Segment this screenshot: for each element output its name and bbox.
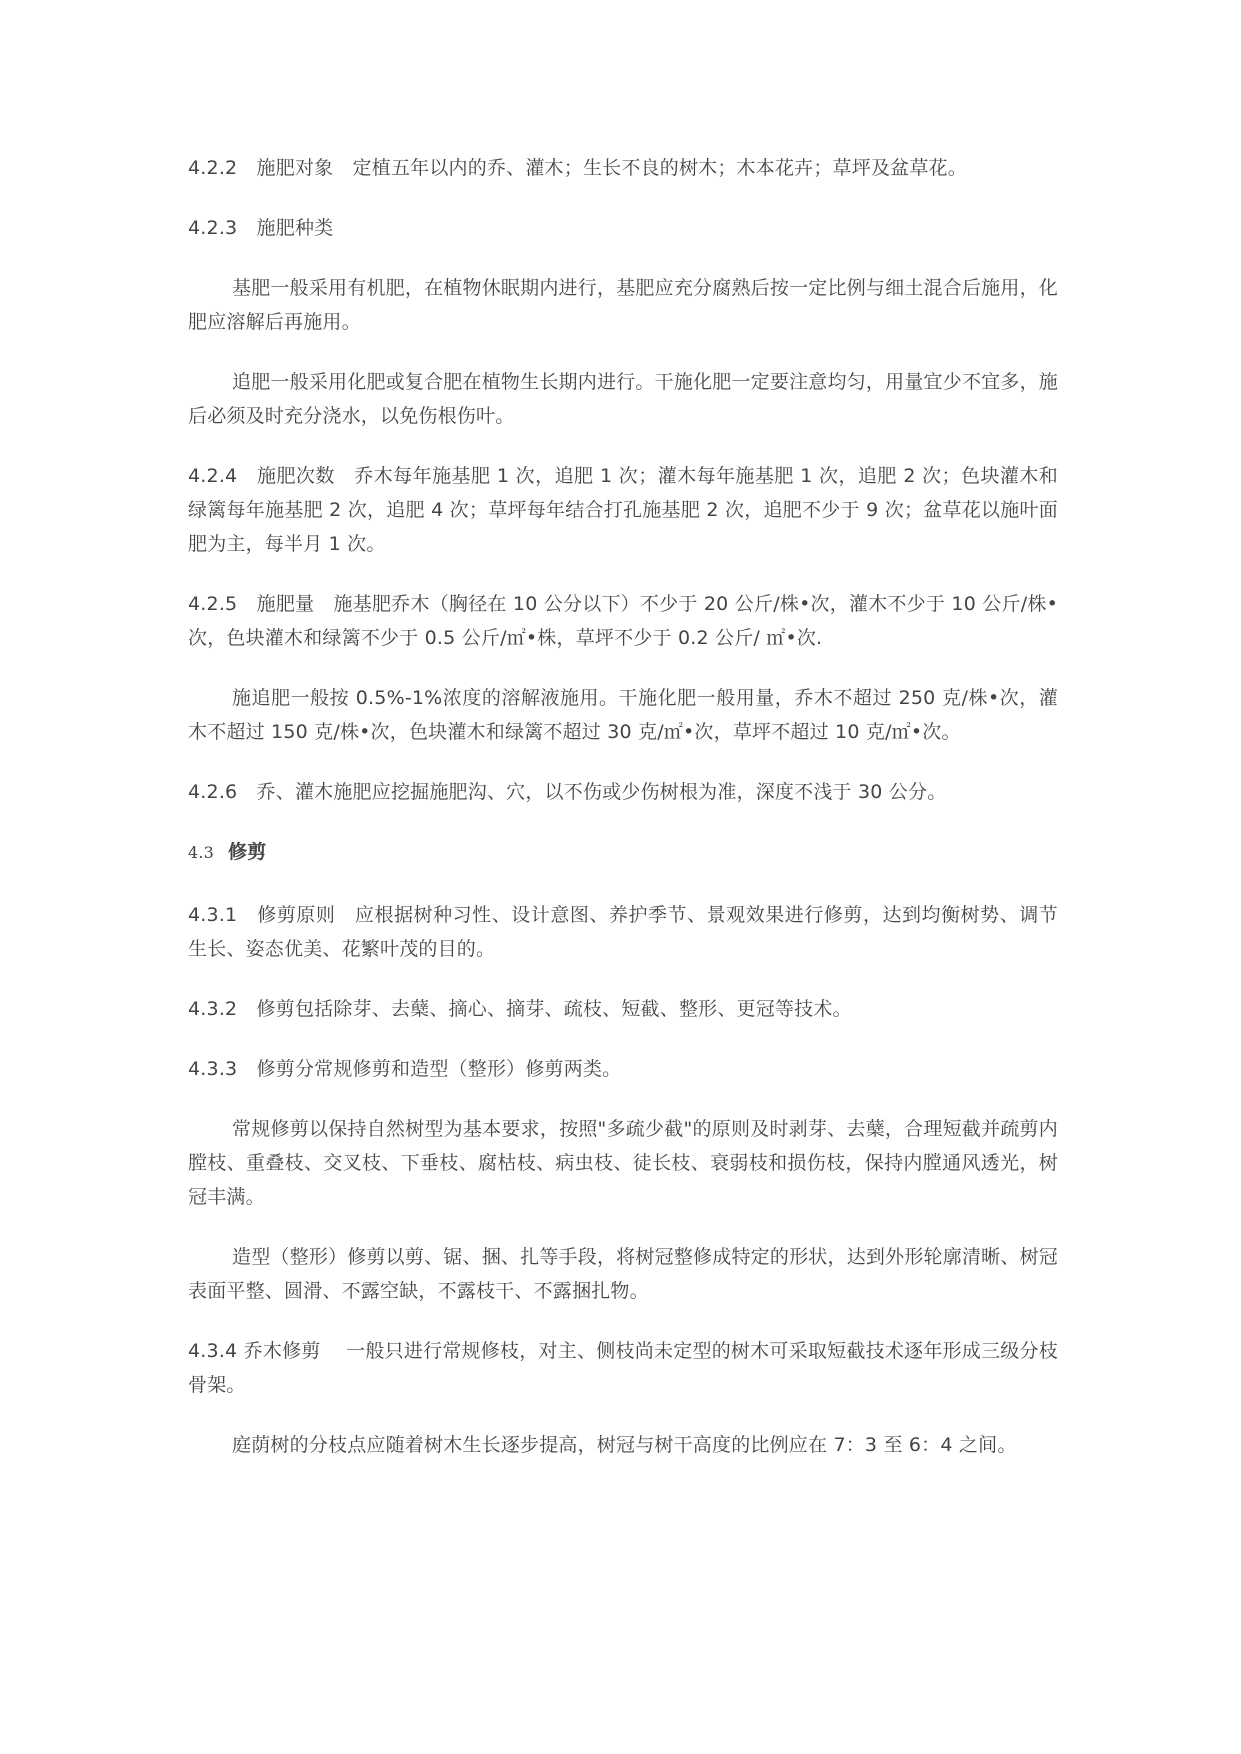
para-4-3-2: 4.3.2 修剪包括除芽、去蘖、摘心、摘芽、疏枝、短截、整形、更冠等技术。 — [188, 998, 852, 1020]
section-title: 修剪 — [228, 841, 267, 863]
para-base-fertilizer: 基肥一般采用有机肥，在植物休眠期内进行，基肥应充分腐熟后按一定比例与细土混合后施用，化肥应溶解后再施用。 — [188, 277, 1058, 333]
para-top-dressing: 追肥一般采用化肥或复合肥在植物生长期内进行。干施化肥一定要注意均匀，用量宜少不宜多，施后必须及时充分浇水，以免伤根伤叶。 — [188, 371, 1058, 427]
section-heading-4-3 — [188, 835, 1058, 870]
para-4-2-4: 4.2.4 施肥次数 乔木每年施基肥 1 次，追肥 1 次；灌木每年施基肥 1 次，追肥 2 次；色块灌木和绿篱每年施基肥 2 次，追肥 4 次；草坪每年结合打孔施基肥 2 次，追肥不少于 9 次；盆草花以施叶面肥为主，每半月 1 次。 — [188, 465, 1058, 555]
para-4-2-6: 4.2.6 乔、灌木施肥应挖掘施肥沟、穴，以不伤或少伤树根为准，深度不浅于 30 公分。 — [188, 781, 947, 803]
para-4-3-4: 4.3.4 乔木修剪 一般只进行常规修枝，对主、侧枝尚未定型的树木可采取短截技术逐年形成三级分枝骨架。 — [188, 1340, 1058, 1396]
para-4-3-3: 4.3.3 修剪分常规修剪和造型（整形）修剪两类。 — [188, 1058, 622, 1080]
para-4-2-3: 4.2.3 施肥种类 — [188, 217, 334, 239]
para-4-3-1: 4.3.1 修剪原则 应根据树种习性、设计意图、养护季节、景观效果进行修剪，达到均衡树势、调节生长、姿态优美、花繁叶茂的目的。 — [188, 904, 1058, 960]
para-shade-tree: 庭荫树的分枝点应随着树木生长逐步提高，树冠与树干高度的比例应在 7：3 至 6：4 之间。 — [232, 1434, 1017, 1456]
para-regular-pruning: 常规修剪以保持自然树型为基本要求，按照"多疏少截"的原则及时剥芽、去蘖，合理短截并疏剪内膛枝、重叠枝、交叉枝、下垂枝、腐枯枝、病虫枝、徒长枝、衰弱枝和损伤枝，保持内膛通风透光，树冠丰满。 — [188, 1118, 1058, 1208]
para-top-dressing-amount: 施追肥一般按 0.5%-1%浓度的溶解液施用。干施化肥一般用量，乔木不超过 250 克/株•次，灌木不超过 150 克/株•次，色块灌木和绿篱不超过 30 克/㎡•次，草坪不超过 10 克/㎡•次。 — [188, 687, 1058, 743]
para-shaping-pruning: 造型（整形）修剪以剪、锯、捆、扎等手段，将树冠整修成特定的形状，达到外形轮廓清晰、树冠表面平整、圆滑、不露空缺，不露枝干、不露捆扎物。 — [188, 1246, 1058, 1302]
document-body — [188, 151, 1058, 1488]
para-4-2-5: 4.2.5 施肥量 施基肥乔木（胸径在 10 公分以下）不少于 20 公斤/株•次，灌木不少于 10 公斤/株•次，色块灌木和绿篱不少于 0.5 公斤/㎡•株，草坪不少于 0.2 公斤/ ㎡•次. — [188, 593, 1058, 649]
para-4-2-2: 4.2.2 施肥对象 定植五年以内的乔、灌木；生长不良的树木；木本花卉；草坪及盆草花。 — [188, 157, 967, 179]
section-number: 4.3 — [188, 843, 215, 862]
